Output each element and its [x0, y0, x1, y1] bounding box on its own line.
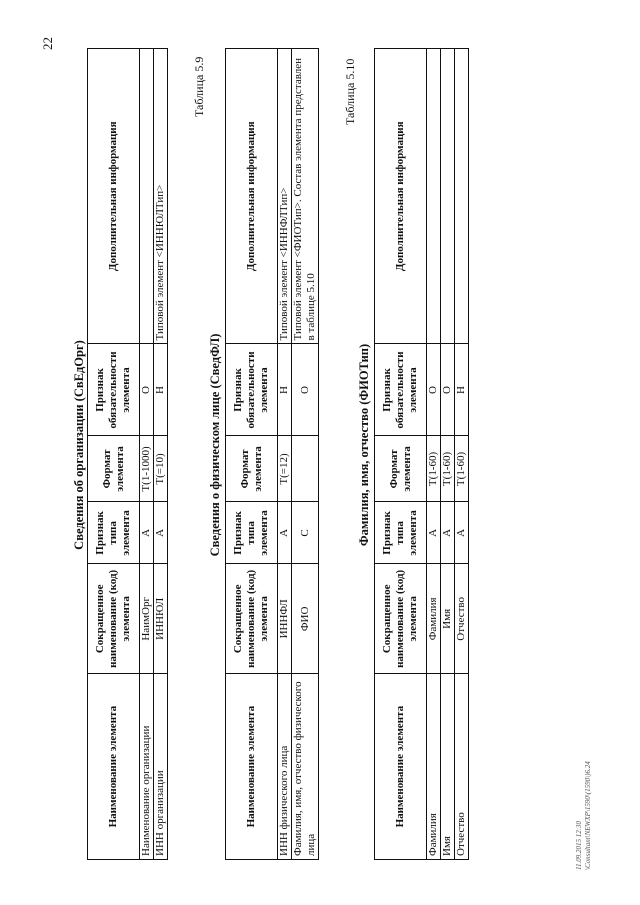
header-cell: Признак типа элемента [226, 502, 278, 564]
header-cell: Сокращенное наименование (код) элемента [375, 564, 427, 674]
cell: T(=12) [278, 436, 292, 502]
header-cell: Признак типа элемента [375, 502, 427, 564]
table-row [292, 49, 319, 860]
cell: О [140, 344, 154, 436]
cell: Отчество [455, 564, 469, 674]
header-cell: Формат элемента [88, 436, 140, 502]
table-row [140, 49, 154, 860]
table-title: Сведения об организации (СвЕдОрг) [72, 340, 86, 550]
cell: Наименование организации [140, 674, 154, 860]
cell: А [455, 502, 469, 564]
cell: ФИО [292, 564, 319, 674]
cell [455, 49, 469, 345]
cell: ИНН организации [154, 674, 168, 860]
cell: Типовой элемент <ИННЮЛТип> [154, 49, 168, 345]
cell [140, 49, 154, 345]
cell: Типовой элемент <ИННФЛТип> [278, 49, 292, 345]
header-cell: Признак обязательности элемента [375, 344, 427, 436]
table-row [455, 49, 469, 860]
cell: Типовой элемент <ФИОТип>. Состав элемента представлен в таблице 5.10 [292, 49, 319, 345]
header-cell: Формат элемента [226, 436, 278, 502]
cell: T(1-60) [455, 436, 469, 502]
cell [441, 49, 455, 345]
cell: А [427, 502, 441, 564]
page-number: 22 [40, 37, 55, 50]
table-fio [374, 48, 469, 860]
cell: Н [154, 344, 168, 436]
cell [292, 436, 319, 502]
cell: А [278, 502, 292, 564]
cell: Фамилия [427, 674, 441, 860]
cell: Н [455, 344, 469, 436]
header-cell: Наименование элемента [88, 674, 140, 860]
header-cell: Признак обязательности элемента [88, 344, 140, 436]
header-cell: Наименование элемента [226, 674, 278, 860]
header-cell: Дополнительная информация [88, 49, 140, 345]
cell: Фамилия, имя, отчество физического лица [292, 674, 319, 860]
table-label: Таблица 5.10 [343, 58, 357, 125]
header-cell: Признак типа элемента [88, 502, 140, 564]
header-cell: Дополнительная информация [375, 49, 427, 345]
cell: Имя [441, 564, 455, 674]
table-row [441, 49, 455, 860]
cell: А [154, 502, 168, 564]
cell: О [441, 344, 455, 436]
cell: А [441, 502, 455, 564]
cell: T(1-1000) [140, 436, 154, 502]
cell: С [292, 502, 319, 564]
cell: Имя [441, 674, 455, 860]
cell: T(1-60) [441, 436, 455, 502]
table-person [225, 48, 319, 860]
cell: Н [278, 344, 292, 436]
header-cell: Сокращенное наименование (код) элемента [88, 564, 140, 674]
stamp-line: 11.09.2015 12:30 [575, 820, 583, 870]
cell: А [140, 502, 154, 564]
table-label: Таблица 5.9 [192, 56, 206, 117]
cell: О [427, 344, 441, 436]
cell: НаимОрг [140, 564, 154, 674]
header-cell: Сокращенное наименование (код) элемента [226, 564, 278, 674]
cell: T(=10) [154, 436, 168, 502]
table-row [154, 49, 168, 860]
table-organization [87, 48, 168, 860]
header-cell: Дополнительная информация [226, 49, 278, 345]
header-cell: Формат элемента [375, 436, 427, 502]
cell: ИННФЛ [278, 564, 292, 674]
cell: Фамилия [427, 564, 441, 674]
cell: ИННЮЛ [154, 564, 168, 674]
table-title: Фамилия, имя, отчество (ФИОТип) [357, 343, 371, 547]
table-row [278, 49, 292, 860]
cell: Отчество [455, 674, 469, 860]
table-title: Сведения о физическом лице (СведФЛ) [208, 333, 222, 557]
cell: ИНН физического лица [278, 674, 292, 860]
cell: T(1-60) [427, 436, 441, 502]
cell: О [292, 344, 319, 436]
table-row [427, 49, 441, 860]
header-cell: Наименование элемента [375, 674, 427, 860]
cell [427, 49, 441, 345]
header-cell: Признак обязательности элемента [226, 344, 278, 436]
print-stamp [575, 761, 593, 870]
stamp-line: \Consultant\NEWXP\1590\(1590\)6.24 [584, 761, 592, 870]
